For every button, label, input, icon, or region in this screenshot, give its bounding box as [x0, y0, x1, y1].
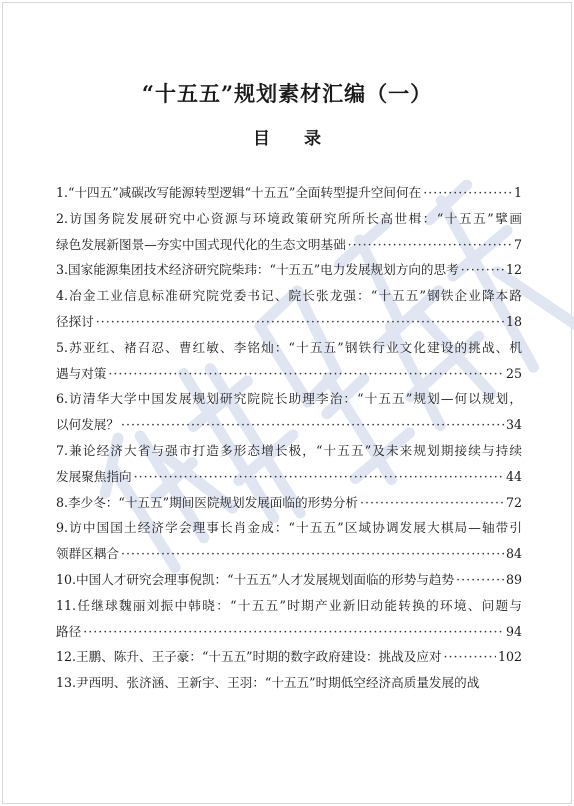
toc-entry-line [56, 412, 522, 438]
toc-entry-line [56, 438, 522, 464]
toc-entry-text: 11.任继球魏丽刘振中韩晓：“十五五”时期产业新旧动能转换的环境、问题与 [56, 597, 522, 613]
toc-entry-text: 2.访国务院发展研究中心资源与环境政策研究所所长高世楫：“十五五”擘画 [56, 210, 522, 226]
toc-entry-text: 4.冶金工业信息标准研究院党委书记、院长张龙强：“十五五”钢铁企业降本路 [56, 288, 522, 304]
toc-entry-text: 8.李少冬：“十五五”期间医院规划发展面临的形势分析 [56, 494, 358, 510]
toc-entry-text: 领群区耦合 [56, 546, 119, 562]
toc-entry-text: 3.国家能源集团技术经济研究院柴玮：“十五五”电力发展规划方向的思考 [56, 262, 459, 278]
toc-entry[interactable] [56, 515, 522, 567]
toc-entry[interactable] [56, 593, 522, 645]
toc-entry-line [56, 490, 522, 516]
toc-entry-line [56, 464, 522, 490]
toc-entry-text: 10.中国人才研究会理事倪凯：“十五五”人才发展规划面临的形势与趋势 [56, 571, 455, 587]
toc-leader-dots [96, 309, 504, 335]
toc-entry-text: 以何发展？ [56, 417, 119, 433]
toc-leader-dots [134, 464, 504, 490]
toc-leader-dots [444, 644, 496, 670]
toc-page-number: 1 [513, 185, 522, 200]
table-of-contents [56, 180, 522, 696]
toc-page-number: 25 [505, 365, 522, 381]
toc-leader-dots [456, 567, 504, 593]
toc-entry-text: 遇与对策 [56, 365, 107, 381]
toc-entry-line [56, 386, 522, 412]
toc-page-number: 89 [505, 571, 522, 587]
toc-entry-line [56, 644, 522, 670]
toc-leader-dots [461, 257, 504, 283]
toc-entry-line [56, 232, 522, 258]
toc-entry[interactable] [56, 670, 522, 696]
toc-page-number: 34 [505, 417, 522, 433]
toc-entry-line [56, 283, 522, 309]
toc-entry-line [56, 670, 522, 696]
toc-entry[interactable] [56, 335, 522, 387]
toc-leader-dots [348, 232, 512, 258]
toc-leader-dots [121, 412, 504, 438]
toc-leader-dots [360, 490, 504, 516]
toc-entry-text: 7.兼论经济大省与强市打造多形态增长极，“十五五”及未来规划期接续与持续 [56, 442, 522, 458]
toc-entry[interactable] [56, 490, 522, 516]
toc-entry-text: 1.“十四五”减碳改写能源转型逻辑“十五五”全面转型提升空间何在 [56, 185, 422, 200]
toc-entry-text: 12.王鹏、陈升、王子豪：“十五五”时期的数字政府建设：挑战及应对 [56, 649, 442, 665]
toc-entry-line [56, 309, 522, 335]
toc-entry[interactable] [56, 567, 522, 593]
toc-leader-dots [121, 541, 504, 567]
toc-entry-line [56, 206, 522, 232]
toc-entry-line [56, 515, 522, 541]
toc-page-number: 72 [505, 494, 522, 510]
toc-page-number: 44 [505, 468, 522, 484]
toc-entry-line [56, 257, 522, 283]
toc-heading: 目 录 [253, 129, 335, 149]
toc-leader-dots [423, 180, 512, 206]
toc-entry-line [56, 541, 522, 567]
toc-entry-line [56, 593, 522, 619]
document-title: “十五五”规划素材汇编（一） [141, 81, 433, 106]
toc-entry-text: 9.访中国国土经济学会理事长肖金成：“十五五”区域协调发展大棋局—轴带引 [56, 520, 522, 536]
toc-entry-line [56, 361, 522, 387]
toc-entry[interactable] [56, 257, 522, 283]
toc-entry-text: 路径 [56, 623, 82, 639]
toc-leader-dots [83, 619, 504, 645]
toc-page-number: 94 [505, 623, 522, 639]
toc-entry[interactable] [56, 206, 522, 258]
toc-page-number: 12 [505, 262, 522, 278]
toc-entry-text: 6.访清华大学中国发展规划研究院院长助理李治：“十五五”规划—何以规划， [56, 391, 522, 407]
toc-leader-dots [108, 361, 504, 387]
toc-entry-text: 绿色发展新图景—夯实中国式现代化的生态文明基础 [56, 236, 346, 252]
toc-entry-line [56, 619, 522, 645]
toc-entry-text: 径探讨 [56, 313, 94, 329]
toc-entry[interactable] [56, 386, 522, 438]
toc-entry-line [56, 567, 522, 593]
toc-page-number: 18 [505, 313, 522, 329]
toc-page-number: 84 [505, 546, 522, 562]
toc-entry-text: 发展聚焦指向 [56, 468, 132, 484]
toc-entry-text: 13.尹西明、张济涵、王新宇、王羽：“十五五”时期低空经济高质量发展的战 [56, 675, 480, 691]
toc-entry-text: 5.苏亚红、褚召忍、曹红敏、李铭灿：“十五五”钢铁行业文化建设的挑战、机 [56, 339, 522, 355]
toc-page-number: 102 [497, 649, 522, 665]
toc-entry-line [56, 180, 522, 206]
toc-entry-line [56, 335, 522, 361]
toc-page-number: 7 [513, 236, 522, 252]
toc-entry[interactable] [56, 283, 522, 335]
toc-entry[interactable] [56, 644, 522, 670]
toc-entry[interactable] [56, 180, 522, 206]
toc-entry[interactable] [56, 438, 522, 490]
